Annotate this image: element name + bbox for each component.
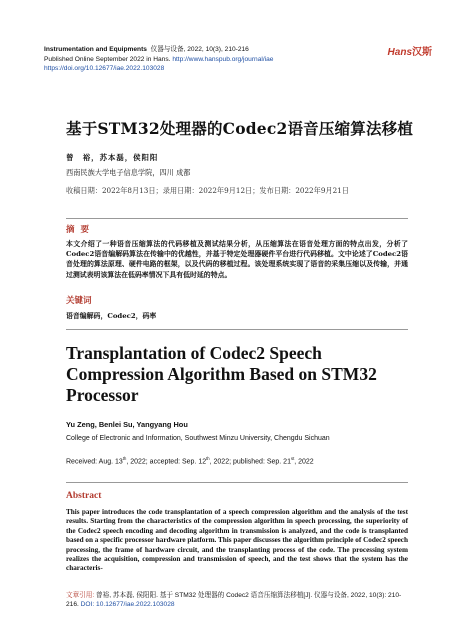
en-title: Transplantation of Codec2 Speech Compression Algorithm Based on STM32 Processor <box>66 343 377 405</box>
logo-text-cn: 汉斯 <box>412 47 432 58</box>
citation-doi[interactable]: DOI: 10.12677/iae.2022.103028 <box>80 601 175 609</box>
journal-link[interactable]: http://www.hanspub.org/journal/iae <box>172 55 274 63</box>
en-dates <box>66 456 314 465</box>
received-date: Received: Aug. 13 <box>66 458 123 466</box>
doi-link[interactable]: https://doi.org/10.12677/iae.2022.103028 <box>44 65 165 73</box>
divider <box>66 218 408 219</box>
en-authors: Yu Zeng, Benlei Su, Yangyang Hou <box>66 420 188 429</box>
en-abstract-heading: Abstract <box>66 491 102 501</box>
journal-name: Instrumentation and Equipments <box>44 46 147 53</box>
received-sup: th <box>122 456 127 461</box>
divider <box>66 482 408 483</box>
accepted-sup: th <box>206 456 210 461</box>
cn-dates: 收稿日期：2022年8月13日；录用日期：2022年9月12日；发布日期：2022年9月21日 <box>66 186 349 195</box>
cn-authors: 曾 裕，苏本磊，侯阳阳 <box>66 153 159 162</box>
journal-header <box>44 45 273 74</box>
cn-keywords: 语音编解码，Codec2，码率 <box>66 312 157 320</box>
citation <box>66 591 408 610</box>
hans-logo <box>388 43 432 58</box>
cn-keywords-heading: 关键词 <box>66 296 92 306</box>
citation-label: 文章引用: <box>66 592 95 599</box>
cn-affiliation: 西南民族大学电子信息学院，四川 成都 <box>66 168 191 177</box>
published-sup: st <box>290 456 295 461</box>
citation-text: 曾裕, 苏本磊, 侯阳阳. 基于 STM32 处理器的 Codec2 语音压缩算法移植[J]. 仪器与设备, 2022, 10(3): 210-216. <box>66 592 402 609</box>
cn-title: 基于STM32处理器的Codec2语音压缩算法移植 <box>66 119 414 138</box>
divider <box>66 329 408 330</box>
published-year: , 2022 <box>294 458 314 466</box>
en-affiliation: College of Electronic and Information, Southwest Minzu University, Chengdu Sichuan <box>66 435 330 442</box>
published-date: , 2022; published: Sep. 21 <box>209 458 291 466</box>
logo-text: Hans <box>387 47 412 58</box>
journal-volume: 仪器与设备, 2022, 10(3), 210-216 <box>150 46 249 53</box>
accepted-date: , 2022; accepted: Sep. 12 <box>126 458 207 466</box>
cn-abstract: 本文介绍了一种语音压缩算法的代码移植及测试结果分析，从压缩算法在语音处理方面的特点出发，分析了Codec2语音编解码算法在传输中的优越性，并基于特定处理器硬件平台进行代码移植。文中论述了Codec2语音处理的算法原理、硬件电路的框架，以及代码的移植过程。该处理系统实现了语音的采集压缩以及传输，并通过测试表明该算法在低码率情况下具有低时延的特点。 <box>66 240 408 279</box>
cn-abstract-heading: 摘要 <box>66 225 96 235</box>
published-line: Published Online September 2022 in Hans. <box>44 55 171 63</box>
en-abstract: This paper introduces the code transplantation of a speech compression algorithm and the analysis of the test results. Starting from the characteristics of the compression algorithm in speech processing, the superiority of the Codec2 speech encoding and decoding algorithm in transmission is analyzed, and the code is transplanted based on a specific processor hardware platform. This paper discusses the algorithm principle of Codec2 speech processing, the frame of hardware circuit, and the transplanting process of the code. The processing system realizes the acquisition, compression and transmission of speech, and the test shows that the system has the characteris- <box>66 508 408 573</box>
